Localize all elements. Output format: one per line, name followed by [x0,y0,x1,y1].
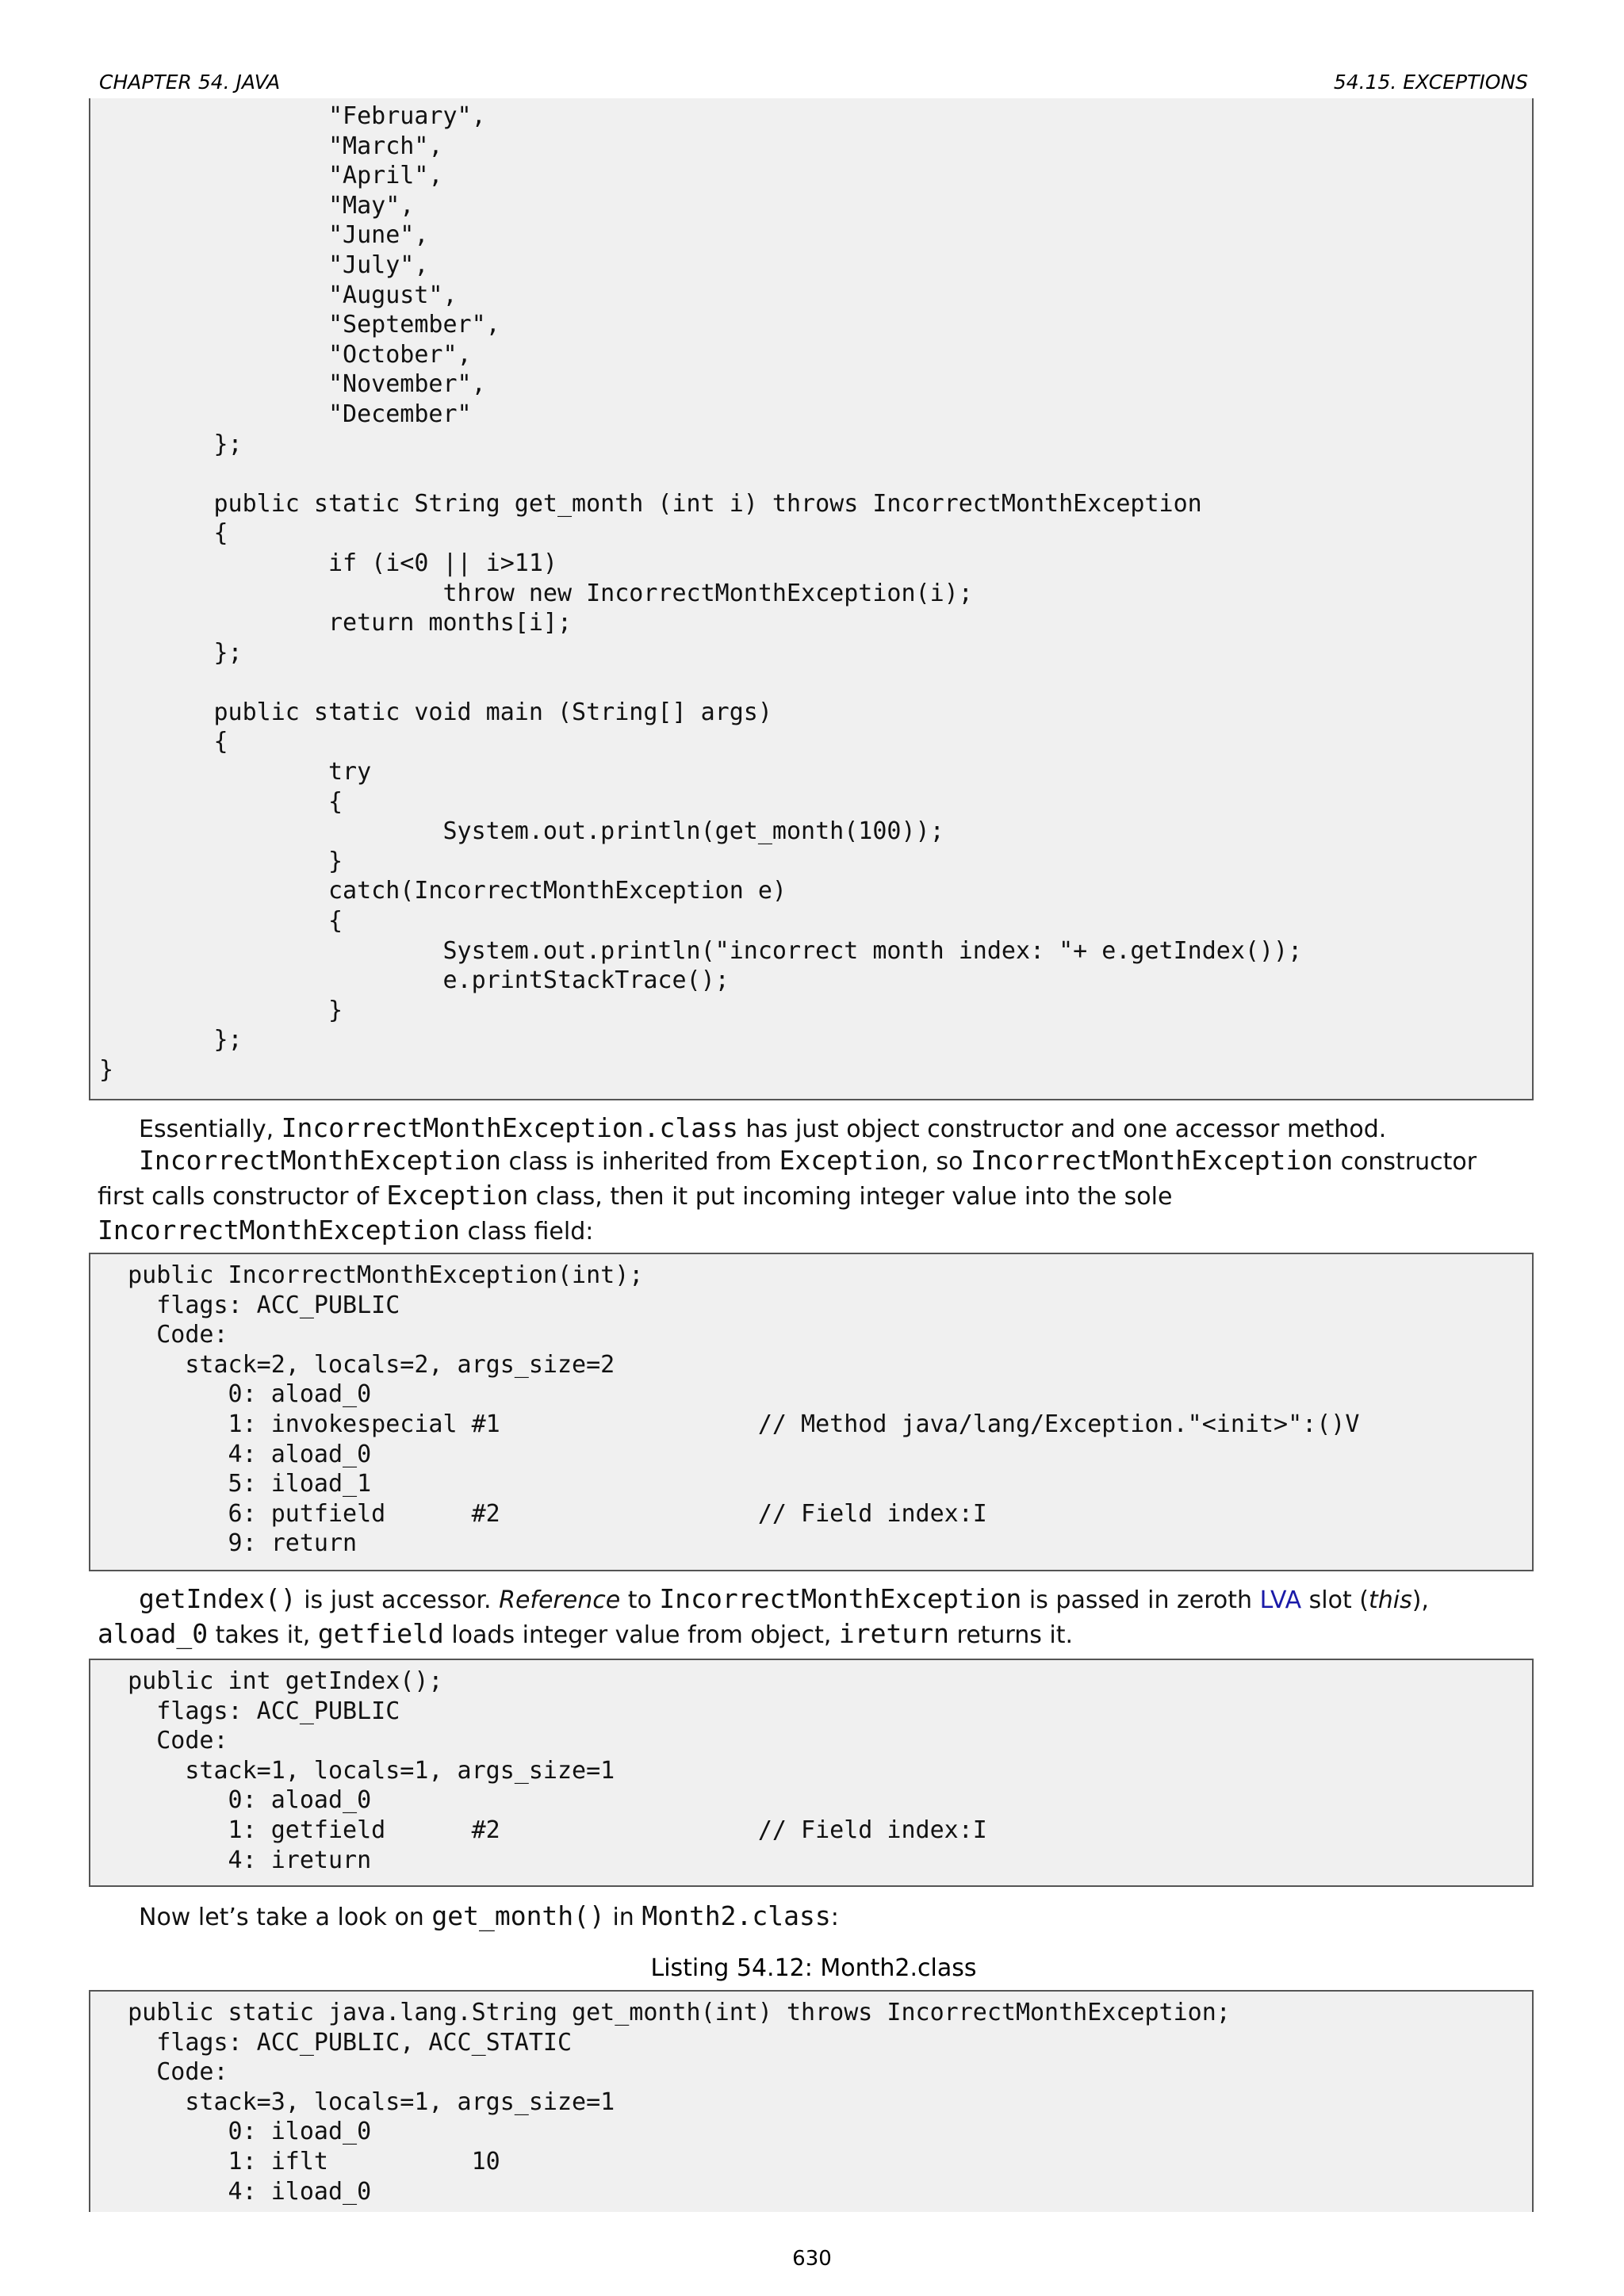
inline-code: IncorrectMonthException [98,1215,460,1246]
text: is passed in zeroth [1021,1586,1260,1614]
text: : [830,1904,839,1931]
code-block-constructor-bytecode [89,1253,1534,1571]
code-text: public static java.lang.String get_month(int) throws IncorrectMonthException; flags: ACC_PUBLIC, ACC_STATIC Code: stack=3, locals=1, args_size=1 0: iload_0 1: iflt 10 4: iload_0 [128,1999,1231,2206]
page-header [98,67,1530,100]
code-text: public IncorrectMonthException(int); flags: ACC_PUBLIC Code: stack=2, locals=2, args_size=2 0: aload_0 1: invokespecial #1 // Method java/lang/Exception."<init>":()V 4: aload_0 5: iload_1 6: putfield #2 // Field index:I 9: return [128,1261,1360,1558]
inline-code: Exception [779,1145,921,1176]
text: constructor first calls constructor of [98,1148,1477,1211]
text: class, then it put incoming integer value into the sole [528,1183,1173,1211]
code-text: public int getIndex(); flags: ACC_PUBLIC Code: stack=1, locals=1, args_size=1 0: aload_0 1: getfield #2 // Field index:I 4: ireturn [128,1667,987,1874]
inline-code: getIndex() [139,1583,297,1614]
text: in [604,1904,642,1931]
inline-code: IncorrectMonthException [971,1145,1334,1176]
text: class is inherited from [500,1148,779,1176]
text: takes it, [208,1621,318,1649]
text: has just object constructor and one accessor method. [737,1115,1387,1143]
text: Essentially, [139,1115,282,1143]
text: , so [921,1148,971,1176]
header-chapter: CHAPTER 54. JAVA [99,71,281,94]
paragraph-getindex [98,1582,1530,1652]
header-section: 54.15. EXCEPTIONS [1333,71,1528,94]
inline-code: IncorrectMonthException [659,1583,1022,1614]
text: returns it. [949,1621,1074,1649]
inline-code: IncorrectMonthException.class [281,1112,738,1143]
inline-code: IncorrectMonthException [139,1145,501,1176]
emphasis: this [1368,1586,1412,1614]
code-block-month2-source [89,98,1534,1100]
page-number: 630 [792,2247,832,2271]
code-block-getindex-bytecode [89,1659,1534,1887]
text: Now let’s take a look on [139,1904,432,1931]
text: loads integer value from object, [443,1621,839,1649]
paragraph-now-lets-look [98,1900,1530,1934]
inline-code: Month2.class [642,1900,831,1931]
paragraph-inheritance [98,1144,1530,1249]
code-text: "February", "March", "April", "May", "June", "July", "August", "September", "October", "November", "December" }; public static String get_month (int i) throws IncorrectMonthException { if (i<0 || i>11) throw new IncorrectMonthException(i); return months[i]; }; public static void main (String[] args) { try { System.out.println(get_month(100)); } catch(IncorrectMonthException e) { System.out.println("incorrect month index: "+ e.getIndex()); e.printStackTrace(); } }; } [99,102,1303,1084]
text: to [620,1586,660,1614]
emphasis: Reference [499,1586,621,1614]
paragraph-essentially [98,1112,1530,1146]
lva-link[interactable]: LVA [1259,1586,1302,1614]
inline-code: aload_0 [98,1618,209,1649]
inline-code: getfield [317,1618,444,1649]
text: is just accessor. [296,1586,500,1614]
code-block-get-month-bytecode [89,1990,1534,2212]
inline-code: ireturn [838,1618,949,1649]
text: slot ( [1301,1586,1369,1614]
inline-code: get_month() [431,1900,605,1931]
text: ), [1411,1586,1429,1614]
listing-caption: Listing 54.12: Month2.class [650,1954,977,1982]
inline-code: Exception [386,1180,529,1211]
text: class field: [459,1218,594,1246]
